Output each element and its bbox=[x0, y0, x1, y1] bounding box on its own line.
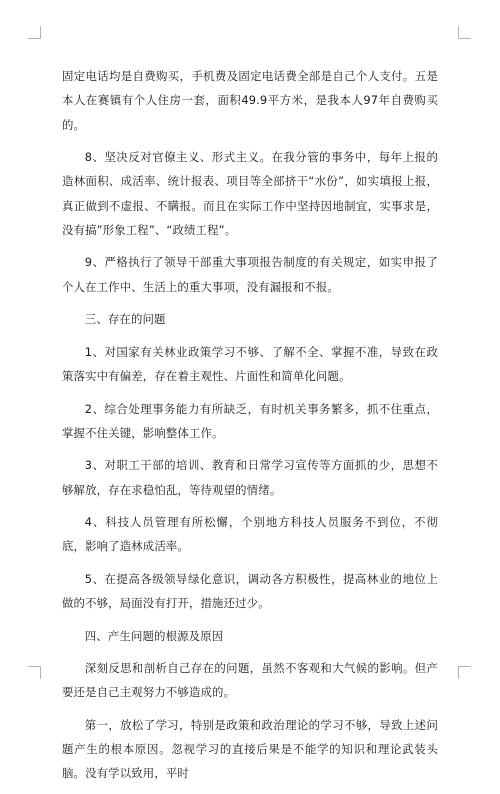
crop-mark-top-right bbox=[458, 26, 471, 39]
paragraph-11: 深刻反思和剖析自己存在的问题，虽然不客观和大气候的影响。但产要还是自己主观努力不够造成的。 bbox=[62, 661, 438, 700]
paragraph-8: 4、科技人员管理有所松懈，个别地方科技人员服务不到位，不彻底，影响了造林成活率。 bbox=[62, 515, 438, 554]
crop-mark-top-left bbox=[28, 26, 41, 39]
paragraph-9: 5、在提高各级领导绿化意识，调动各方积极性，提高林业的地位上做的不够，局面没有打开，措施还过少。 bbox=[62, 571, 438, 611]
paragraph-5: 1、对国家有关林业政策学习不够、了解不全、掌握不准，导致在政策落实中有偏差，存在着主观性、片面性和简单化问题。 bbox=[62, 344, 438, 384]
paragraph-6: 2、综合处理事务能力有所缺乏，有时机关事务繁多，抓不住重点，掌握不住关键，影响整体工作。 bbox=[62, 401, 438, 440]
crop-mark-bottom-left bbox=[28, 666, 41, 679]
crop-mark-bottom-right bbox=[458, 666, 471, 679]
document-body bbox=[62, 64, 438, 794]
paragraph-12: 第一，放松了学习，特别是政策和政治理论的学习不够，导致上述问题产生的根本原因。忽视学习的直接后果是不能学的知识和理论武装头脑。没有学以致用，平时 bbox=[62, 717, 438, 781]
section-heading-3: 三、存在的问题 bbox=[84, 312, 166, 327]
paragraph-1: 固定电话均是自费购买，手机费及固定电话费全部是自己个人支付。五是本人在赛镇有个人住房一套，面积49.9平方米，是我本人97年自费购买的。 bbox=[62, 69, 438, 132]
paragraph-3: 9、严格执行了领导干部重大事项报告制度的有关规定，如实申报了个人在工作中、生活上的重大事项，没有漏报和不报。 bbox=[62, 255, 438, 294]
paragraph-7: 3、对职工干部的培训、教育和日常学习宣传等方面抓的少，思想不够解放，存在求稳怕乱，等待观望的情绪。 bbox=[62, 458, 438, 497]
paragraph-2: 8、坚决反对官僚主义、形式主义。在我分管的事务中，每年上报的造林面积、成活率、统计报表、项目等全部挤干“水份”，如实填报上报，真正做到不虚报、不瞒报。而且在实际工作中坚持因地制宜，实事求是，没有搞”形象工程”、“政绩工程”。 bbox=[62, 150, 438, 237]
section-heading-4: 四、产生问题的根源及原因 bbox=[84, 628, 224, 643]
